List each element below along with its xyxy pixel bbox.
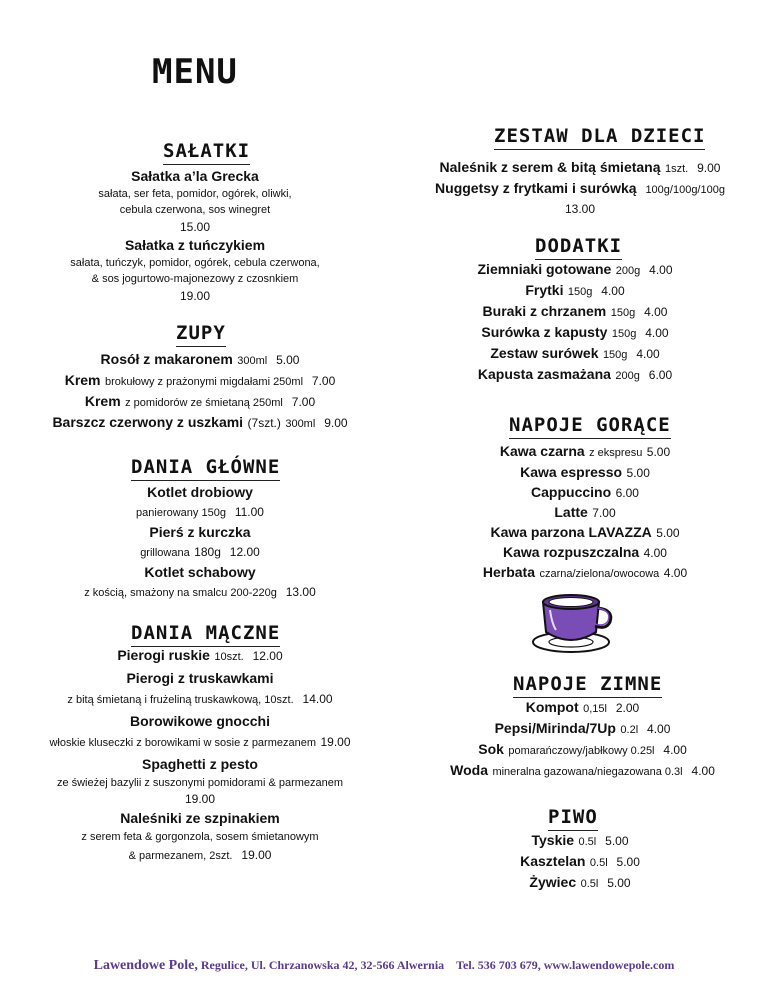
menu-item-detail-line (20, 845, 380, 866)
menu-item-name: Pepsi/Mirinda/7Up (494, 720, 616, 736)
menu-item (20, 371, 380, 392)
menu-item-detail: 200g (615, 265, 641, 277)
menu-item (405, 543, 765, 563)
menu-item-name: Surówka z kapusty (481, 324, 608, 340)
menu-item-price: 11.00 (234, 505, 264, 519)
menu-item-detail: (7szt.) (247, 416, 281, 430)
menu-item-detail: 0.2l (620, 724, 639, 736)
menu-item-price: 4.00 (649, 263, 673, 277)
menu-item-detail: z kością, smażony na smalcu 200-220g (84, 587, 277, 599)
menu-item (405, 852, 755, 873)
menu-item-name: Pierogi ruskie (117, 647, 210, 663)
menu-item (405, 563, 765, 584)
section-dodatki (405, 260, 745, 386)
menu-item-description: cebula czerwona, sos winegret (119, 204, 271, 216)
menu-item-name: Kasztelan (520, 853, 586, 869)
menu-item-price: 4.00 (645, 326, 669, 340)
menu-item-detail-line (20, 542, 380, 563)
menu-item-detail: 200g (615, 370, 640, 382)
menu-item-price: 5.00 (656, 526, 680, 540)
menu-item-price: 5.00 (626, 466, 650, 480)
menu-item (400, 719, 765, 740)
menu-item-name: Żywiec (529, 874, 577, 890)
menu-item (405, 260, 745, 281)
menu-item-detail: 100g/100g/100g (645, 184, 725, 196)
menu-item-detail: & parmezanem, 2szt. (128, 850, 233, 862)
menu-item-price: 9.00 (324, 416, 348, 430)
menu-item-price: 4.00 (663, 743, 687, 757)
menu-item-detail: 0.5l (578, 836, 597, 848)
menu-item-price: 4.00 (663, 566, 688, 580)
menu-item-name: Kawa czarna (499, 443, 585, 459)
section-napoje-gorace (405, 442, 765, 584)
menu-item-name: Rosół z makaronem (100, 351, 233, 367)
menu-item (405, 483, 765, 503)
menu-item-detail-line (20, 502, 380, 523)
menu-item-detail: panierowany 150g (136, 507, 226, 519)
menu-item-price: 6.00 (648, 368, 673, 382)
menu-item-price: 4.00 (691, 764, 715, 778)
menu-item-price: 19.00 (179, 289, 211, 303)
menu-item-price: 7.00 (291, 395, 316, 409)
menu-item-name: Ziemniaki gotowane (477, 261, 612, 277)
menu-item-name: Kotlet schabowy (144, 564, 256, 580)
menu-item-detail: z bitą śmietaną i frużeliną truskawkową, 10szt. (67, 694, 294, 706)
section-heading-salatki: SAŁATKI (163, 140, 250, 165)
menu-item-price: 12.00 (229, 545, 260, 559)
menu-item-weight: 180g (194, 545, 221, 559)
section-dzieci (405, 158, 755, 218)
menu-item (405, 831, 755, 852)
menu-item-name: Krem (84, 393, 121, 409)
menu-item-price: 4.00 (643, 546, 667, 560)
page-title: MENU (152, 52, 238, 92)
menu-item (405, 344, 745, 365)
menu-item-price: 12.00 (252, 649, 283, 663)
footer (0, 958, 768, 974)
section-dania-glowne (20, 483, 380, 603)
footer-brand: Lawendowe Pole, (93, 958, 198, 973)
menu-item (405, 179, 755, 200)
menu-item-detail: mineralna gazowana/niegazowana 0.3l (492, 766, 683, 778)
menu-item-price: 19.00 (184, 792, 216, 806)
menu-item-detail: czarna/zielona/owocowa (539, 568, 660, 580)
menu-item (400, 698, 765, 719)
menu-item-price: 2.00 (615, 701, 640, 715)
menu-item-price: 19.00 (320, 735, 351, 749)
section-dania-maczne (20, 646, 380, 866)
menu-item-detail: z pomidorów ze śmietaną 250ml (125, 397, 283, 409)
menu-item-detail: 150g (611, 328, 637, 340)
menu-item-price: 14.00 (302, 692, 333, 706)
section-piwo (405, 831, 755, 894)
section-heading-napoje-gorace: NAPOJE GORĄCE (509, 414, 671, 439)
section-napoje-zimne (400, 698, 765, 782)
menu-item (20, 413, 380, 434)
menu-item-name: Kapusta zasmażana (477, 366, 611, 382)
menu-item-detail-line (20, 582, 380, 603)
menu-item (20, 392, 380, 413)
menu-item-price: 5.00 (607, 876, 631, 890)
menu-item-price: 4.00 (644, 305, 668, 319)
menu-item (405, 503, 765, 523)
menu-item-price: 5.00 (646, 445, 671, 459)
menu-item-name: Zestaw surówek (490, 345, 599, 361)
menu-item-name: Woda (450, 762, 488, 778)
section-zupy (20, 350, 380, 434)
menu-item (400, 740, 765, 761)
menu-item-description: & sos jogurtowo-majonezowy z czosnkiem (91, 273, 299, 285)
menu-item-detail: 300ml (237, 355, 268, 367)
menu-item (405, 442, 765, 463)
menu-item-price: 7.00 (592, 506, 616, 520)
menu-item-price: 4.00 (636, 347, 660, 361)
menu-item-detail: 150g (610, 307, 636, 319)
menu-item (405, 302, 745, 323)
menu-item-name: Kawa parzona LAVAZZA (490, 524, 652, 540)
menu-item-price: 5.00 (616, 855, 640, 869)
section-heading-zupy: ZUPY (176, 322, 226, 347)
menu-item-price: 9.00 (697, 161, 721, 175)
menu-item-price: 5.00 (276, 353, 300, 367)
menu-item-name: Cappuccino (531, 484, 612, 500)
menu-item (400, 761, 765, 782)
menu-item-description: sałata, tuńczyk, pomidor, ogórek, cebula czerwona, (70, 257, 320, 269)
section-heading-dania-maczne: DANIA MĄCZNE (131, 622, 280, 647)
section-heading-dodatki: DODATKI (535, 235, 622, 260)
section-salatki (30, 167, 360, 305)
section-heading-dzieci: ZESTAW DLA DZIECI (494, 125, 705, 150)
menu-item-name: Tyskie (531, 832, 575, 848)
menu-item-name: Pierogi z truskawkami (126, 670, 274, 686)
menu-item-name: Naleśniki ze szpinakiem (120, 810, 280, 826)
menu-item-detail: z serem feta & gorgonzola, sosem śmietanowym (81, 831, 319, 843)
menu-item-name: Barszcz czerwony z uszkami (52, 414, 244, 430)
menu-item-detail: 0.5l (589, 857, 608, 869)
menu-item-detail: grillowana (140, 547, 190, 559)
menu-item (405, 281, 745, 302)
menu-item (405, 873, 755, 894)
menu-item-price: 15.00 (179, 220, 211, 234)
menu-item-price: 4.00 (601, 284, 625, 298)
menu-item-name: Kawa espresso (520, 464, 623, 480)
coffee-cup-icon (526, 590, 616, 660)
section-heading-dania-glowne: DANIA GŁÓWNE (131, 456, 280, 481)
menu-item-detail: 150g (567, 286, 593, 298)
menu-item-name: Kompot (525, 699, 579, 715)
menu-item-detail: 0.5l (580, 878, 599, 890)
menu-item (405, 463, 765, 483)
menu-item-detail-line (20, 689, 380, 710)
menu-item-name: Kotlet drobiowy (147, 484, 253, 500)
menu-item-price: 5.00 (605, 834, 629, 848)
menu-item-price: 4.00 (647, 722, 671, 736)
menu-item-detail: 0,15l (583, 703, 607, 715)
menu-item-detail-line (20, 732, 380, 753)
menu-item (405, 523, 765, 543)
menu-item-detail: 300ml (285, 418, 316, 430)
menu-item-detail: pomarańczowy/jabłkowy 0.25l (508, 745, 655, 757)
menu-item-detail: brokułowy z prażonymi migdałami 250ml (104, 376, 304, 388)
menu-item-price: 13.00 (564, 202, 596, 216)
menu-item (405, 158, 755, 179)
menu-item-name: Spaghetti z pesto (142, 756, 258, 772)
menu-item-price: 6.00 (615, 486, 639, 500)
menu-item (20, 350, 380, 371)
menu-item-price: 13.00 (285, 585, 316, 599)
menu-item-name: Buraki z chrzanem (482, 303, 607, 319)
menu-item-name: Pierś z kurczka (149, 524, 251, 540)
section-heading-napoje-zimne: NAPOJE ZIMNE (513, 673, 662, 698)
footer-website-link[interactable]: www.lawendowepole.com (543, 958, 675, 972)
menu-item-detail: włoskie kluseczki z borowikami w sosie z parmezanem (49, 737, 317, 749)
menu-item-name: Sałatka a’la Grecka (131, 168, 259, 184)
menu-item (20, 646, 380, 667)
menu-item (405, 323, 745, 344)
menu-item-price: 7.00 (311, 374, 336, 388)
menu-item-detail: 10szt. (214, 651, 244, 663)
menu-item-name: Sok (478, 741, 504, 757)
section-heading-piwo: PIWO (548, 806, 598, 831)
menu-item-detail: ze świeżej bazylii z suszonymi pomidorami & parmezanem (56, 777, 344, 789)
footer-address: Regulice, Ul. Chrzanowska 42, 32-566 Alwernia (200, 958, 445, 972)
menu-item-name: Sałatka z tuńczykiem (124, 237, 266, 253)
menu-item-detail: z ekspresu (589, 447, 643, 459)
menu-item-name: Frytki (525, 282, 564, 298)
menu-item-name: Krem (64, 372, 101, 388)
menu-item-name: Naleśnik z serem & bitą śmietaną (439, 159, 661, 175)
menu-item-description: sałata, ser feta, pomidor, ogórek, oliwki, (98, 188, 292, 200)
menu-item-name: Kawa rozpuszczalna (503, 544, 640, 560)
menu-item (405, 365, 745, 386)
menu-item-name: Latte (554, 504, 588, 520)
footer-phone: Tel. 536 703 679, (456, 958, 541, 972)
menu-item-detail: 150g (602, 349, 628, 361)
menu-item-detail: 1szt. (664, 163, 689, 175)
menu-item-name: Borowikowe gnocchi (129, 713, 270, 729)
menu-item-price: 19.00 (241, 848, 272, 862)
menu-item-name: Herbata (482, 564, 535, 580)
menu-item-name: Nuggetsy z frytkami i surówką (435, 180, 637, 196)
